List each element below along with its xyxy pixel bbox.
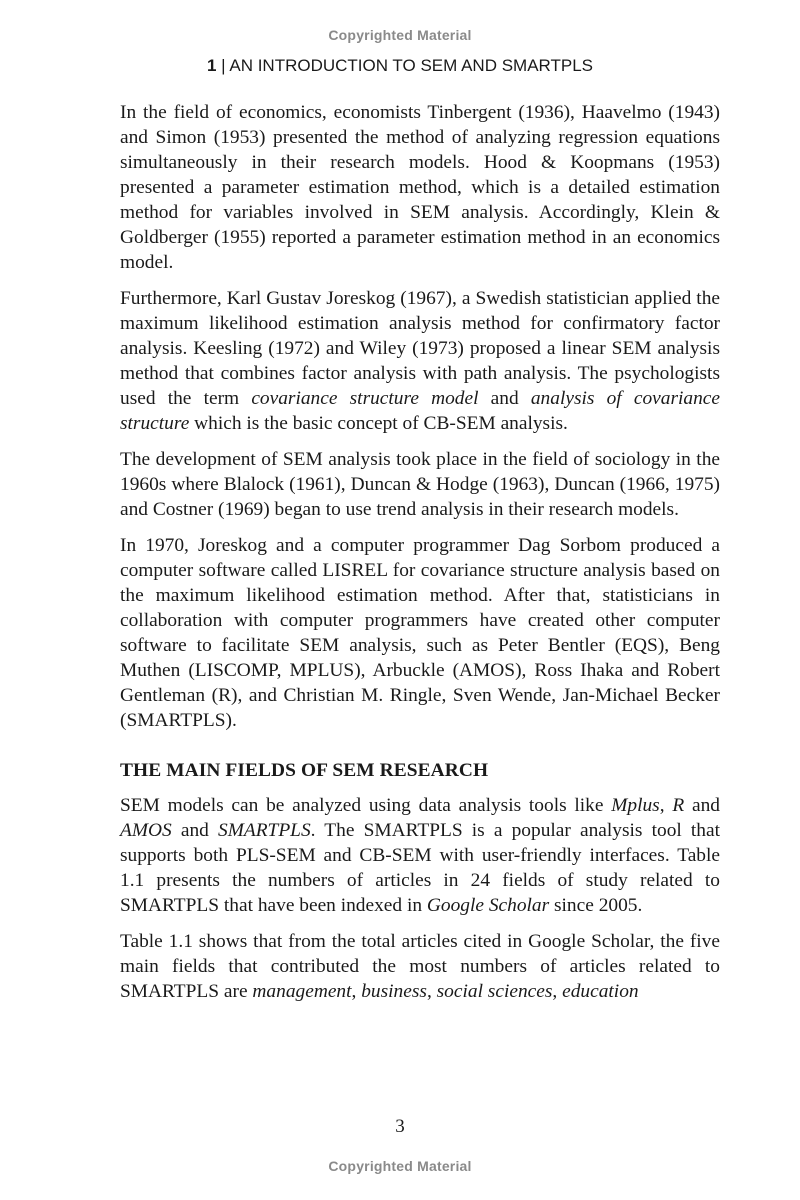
italic-term: business [361,981,427,1002]
paragraph-tools [120,793,720,918]
italic-term: SMARTPLS [218,820,311,841]
text-span: Table 1.1 shows that from the total articles cited in Google Scholar, the five main fields that contributed the most numbers of articles related to SMARTPLS are [120,931,720,1002]
italic-term: AMOS [120,820,172,841]
page-body [120,100,720,1015]
paragraph-sociology: The development of SEM analysis took place in the field of sociology in the 1960s where Blalock (1961), Duncan & Hodge (1963), Duncan (1966, 1975) and Costner (1969) began to use trend analysis in their research models. [120,449,720,520]
text-span: since 2005. [549,895,643,916]
text-span: , [552,981,563,1002]
chapter-number: 1 [206,56,217,75]
section-heading: THE MAIN FIELDS OF SEM RESEARCH [120,760,489,781]
italic-term: education [562,981,639,1002]
italic-term: Mplus [611,795,660,816]
italic-term: management [252,981,352,1002]
italic-term: covariance structure model [251,388,479,409]
copyright-watermark-top: Copyrighted Material [328,27,472,43]
italic-term: R [672,795,685,816]
chapter-title: AN INTRODUCTION TO SEM AND SMARTPLS [229,56,594,75]
text-span: , [659,795,673,816]
text-span: and [171,820,218,841]
text-span: . The SMARTPLS is a popular analysis tool that supports both PLS-SEM and CB-SEM with user-friendly interfaces. Table 1.1 presents the numbers of articles in 24 fields of study related to SMARTPLS that have been indexed in [120,820,720,916]
paragraph-lisrel: In 1970, Joreskog and a computer programmer Dag Sorbom produced a computer software called LISREL for covariance structure analysis based on the maximum likelihood estimation method. After that, statisticians in collaboration with computer programmers have created other computer software to facilitate SEM analysis, such as Peter Bentler (EQS), Beng Muthen (LISCOMP, MPLUS), Arbuckle (AMOS), Ross Ihaka and Robert Gentleman (R), and Christian M. Ringle, Sven Wende, Jan-Michael Becker (SMARTPLS). [120,535,720,731]
page-number: 3 [395,1116,405,1137]
italic-term: Google Scholar [426,895,550,916]
paragraph-table-summary [120,929,720,1004]
italic-term: social sciences [436,981,553,1002]
paragraph-economics: In the field of economics, economists Tinbergent (1936), Haavelmo (1943) and Simon (1953) presented the method of analyzing regression equations simultaneously in their research models. Hood & Koopmans (1953) presented a parameter estimation method, which is a detailed estimation method for variables involved in SEM analysis. Accordingly, Klein & Goldberger (1955) reported a parameter estimation method in an economics model. [120,102,720,273]
running-head-separator: | [216,56,230,75]
paragraph-joreskog [120,286,720,436]
text-span: , [351,981,362,1002]
text-span: , [426,981,437,1002]
text-span: and [478,388,531,409]
text-span: and [684,795,720,816]
text-span: which is the basic concept of CB-SEM analysis. [189,413,568,434]
italic-term: analysis of covariance structure [120,388,720,434]
text-span: Furthermore, Karl Gustav Joreskog (1967), a Swedish statistician applied the maximum likelihood estimation analysis method for confirmatory factor analysis. Keesling (1972) and Wiley (1973) proposed a linear SEM analysis method that combines factor analysis with path analysis. The psychologists used the term [120,288,720,409]
running-head [0,56,800,76]
copyright-watermark-bottom: Copyrighted Material [328,1158,472,1174]
text-span: SEM models can be analyzed using data analysis tools like [120,795,612,816]
